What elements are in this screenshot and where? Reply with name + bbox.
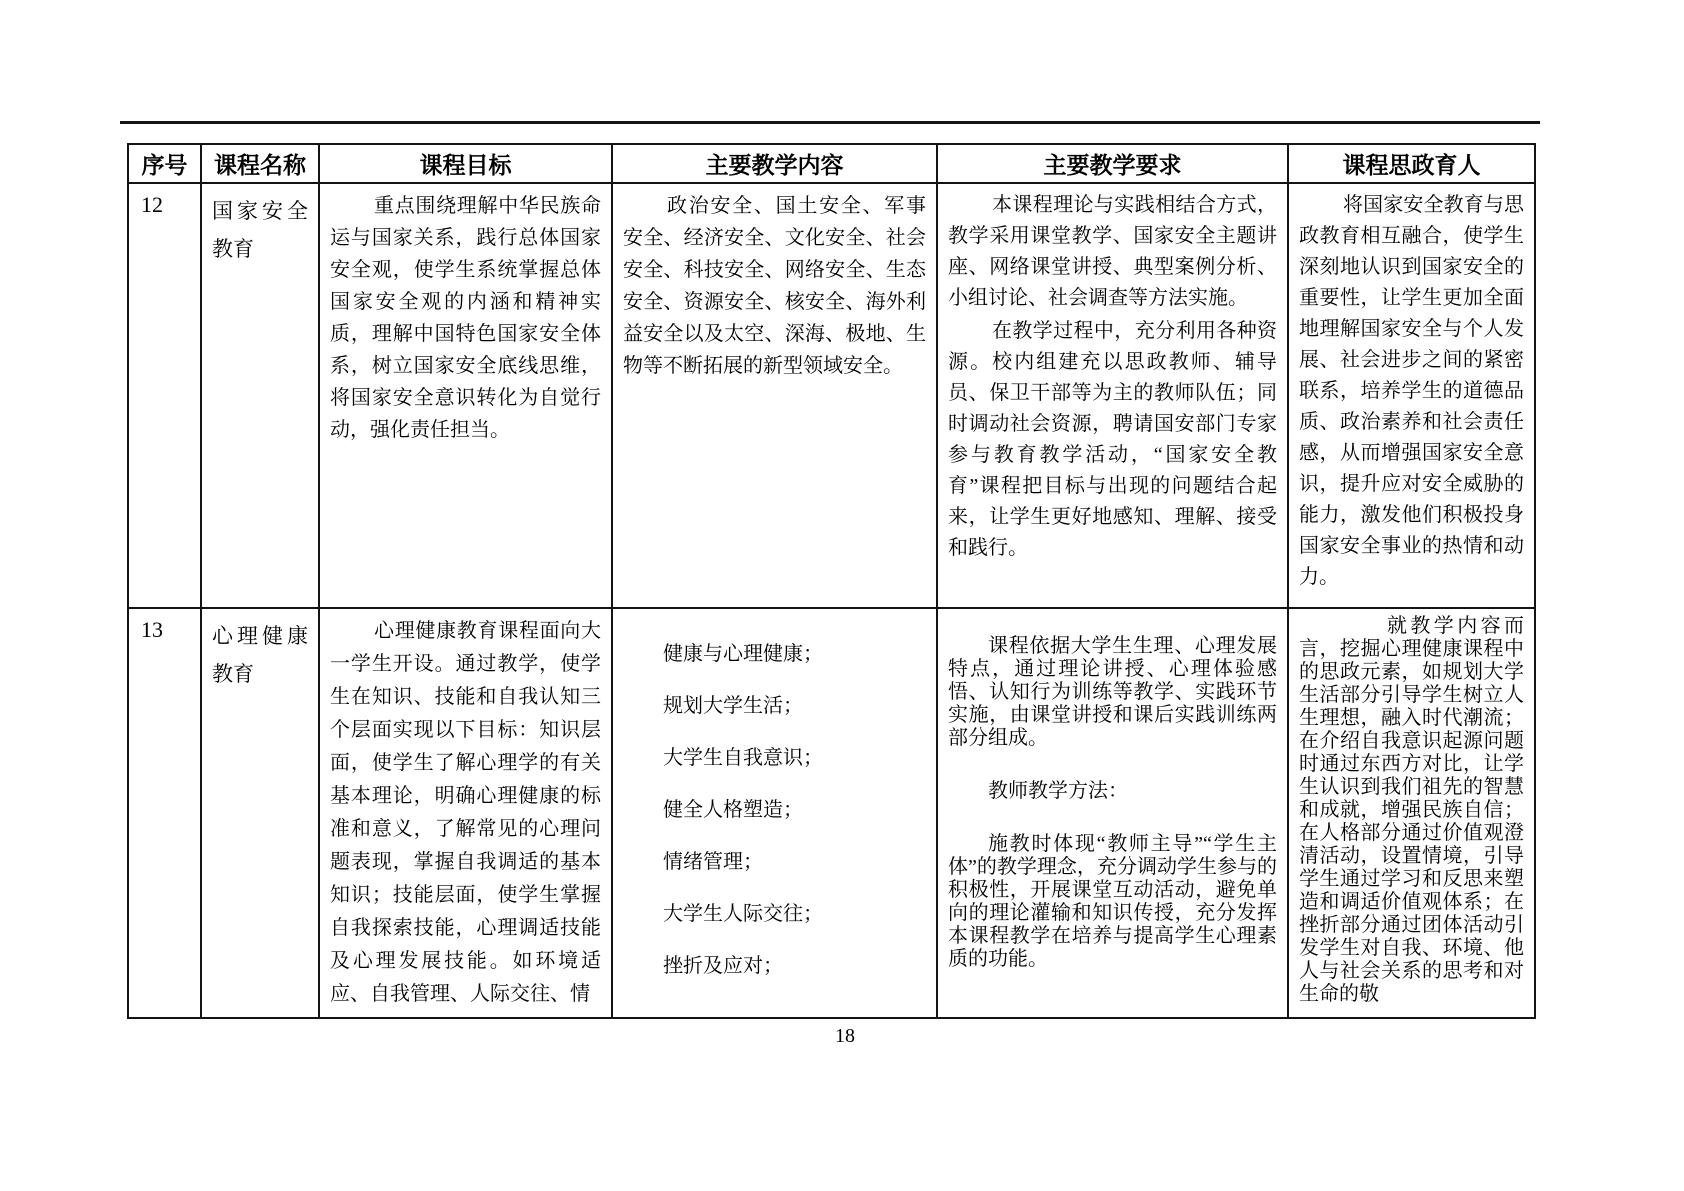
col-header-content: 主要教学内容	[612, 144, 937, 183]
list-item: 挫折及应对；	[663, 955, 783, 977]
cell-ideology	[1288, 183, 1535, 608]
col-header-objectives: 课程目标	[319, 144, 612, 183]
col-header-number: 序号	[128, 144, 201, 183]
course-name-text: 心理健康教育	[212, 624, 308, 686]
paragraph: 重点围绕理解中华民族命运与国家关系，践行总体国家安全观，使学生系统掌握总体国家安全观的内涵和精神实质，理解中国特色国家安全体系，树立国家安全底线思维，将国家安全意识转化为自觉行动，强化责任担当。	[330, 195, 601, 441]
paragraph: 政治安全、国土安全、军事安全、经济安全、文化安全、社会安全、科技安全、网络安全、生态安全、资源安全、核安全、海外利益安全以及太空、深海、极地、生物等不断拓展的新型领域安全。	[623, 195, 926, 377]
paragraph: 在教学过程中，充分利用各种资源。校内组建充以思政教师、辅导员、保卫干部等为主的教师队伍；同时调动社会资源，聘请国安部门专家参与教育教学活动，“国家安全教育”课程把目标与出现的问题结合起来，让学生更好地感知、理解、接受和践行。	[948, 320, 1277, 559]
col-header-course-name: 课程名称	[201, 144, 319, 183]
list-item: 大学生自我意识；	[663, 747, 823, 769]
list-item: 大学生人际交往；	[663, 903, 823, 925]
cell-objectives	[319, 608, 612, 1018]
paragraph: 教师教学方法：	[988, 780, 1128, 802]
list-item: 健全人格塑造；	[663, 799, 803, 821]
list-item: 规划大学生活；	[663, 695, 803, 717]
cell-ideology	[1288, 608, 1535, 1018]
paragraph: 施教时体现“教师主导”“学生主体”的教学理念，充分调动学生参与的积极性，开展课堂互动活动，避免单向的理论灌输和知识传授，充分发挥本课程教学在培养与提高学生心理素质的功能。	[948, 833, 1277, 970]
table-row-13	[128, 608, 1535, 1018]
paragraph: 将国家安全教育与思政教育相互融合，使学生深刻地认识到国家安全的重要性，让学生更加全面地理解国家安全与个人发展、社会进步之间的紧密联系，培养学生的道德品质、政治素养和社会责任感，从而增强国家安全意识，提升应对安全威胁的能力，激发他们积极投身国家安全事业的热情和动力。	[1299, 194, 1524, 588]
cell-objectives	[319, 183, 612, 608]
page-number: 18	[835, 1025, 855, 1047]
paragraph: 课程依据大学生生理、心理发展特点，通过理论讲授、心理体验感悟、认知行为训练等教学、实践环节实施，由课堂讲授和课后实践训练两部分组成。	[948, 635, 1277, 749]
header-rule	[120, 121, 1540, 124]
cell-content	[612, 183, 937, 608]
cell-row-number: 13	[128, 608, 201, 1018]
table-row-12	[128, 183, 1535, 608]
cell-requirements	[937, 608, 1288, 1018]
col-header-ideology: 课程思政育人	[1288, 144, 1535, 183]
cell-course-name	[201, 608, 319, 1018]
cell-content	[612, 608, 937, 1018]
course-table	[127, 143, 1536, 1019]
paragraph: 本课程理论与实践相结合方式，教学采用课堂教学、国家安全主题讲座、网络课堂讲授、典型案例分析、小组讨论、社会调查等方法实施。	[948, 194, 1277, 309]
list-item: 情绪管理；	[663, 851, 763, 873]
list-item: 健康与心理健康；	[663, 643, 823, 665]
cell-course-name	[201, 183, 319, 608]
paragraph: 心理健康教育课程面向大一学生开设。通过教学，使学生在知识、技能和自我认知三个层面实现以下目标：知识层面，使学生了解心理学的有关基本理论，明确心理健康的标准和意义，了解常见的心理问题表现，掌握自我调适的基本知识；技能层面，使学生掌握自我探索技能，心理调适技能及心理发展技能。如环境适应、自我管理、人际交往、情	[330, 620, 601, 1005]
paragraph: 就教学内容而言，挖掘心理健康课程中的思政元素，如规划大学生活部分引导学生树立人生理想，融入时代潮流；在介绍自我意识起源问题时通过东西方对比，让学生认识到我们祖先的智慧和成就，增强民族自信；在人格部分通过价值观澄清活动，设置情境，引导学生通过学习和反思来塑造和调适价值观体系；在挫折部分通过团体活动引发学生对自我、环境、他人与社会关系的思考和对生命的敬	[1299, 615, 1524, 1005]
course-name-text: 国家安全教育	[212, 199, 308, 261]
cell-requirements	[937, 183, 1288, 608]
col-header-requirements: 主要教学要求	[937, 144, 1288, 183]
table-header-row	[128, 144, 1535, 183]
cell-row-number: 12	[128, 183, 201, 608]
